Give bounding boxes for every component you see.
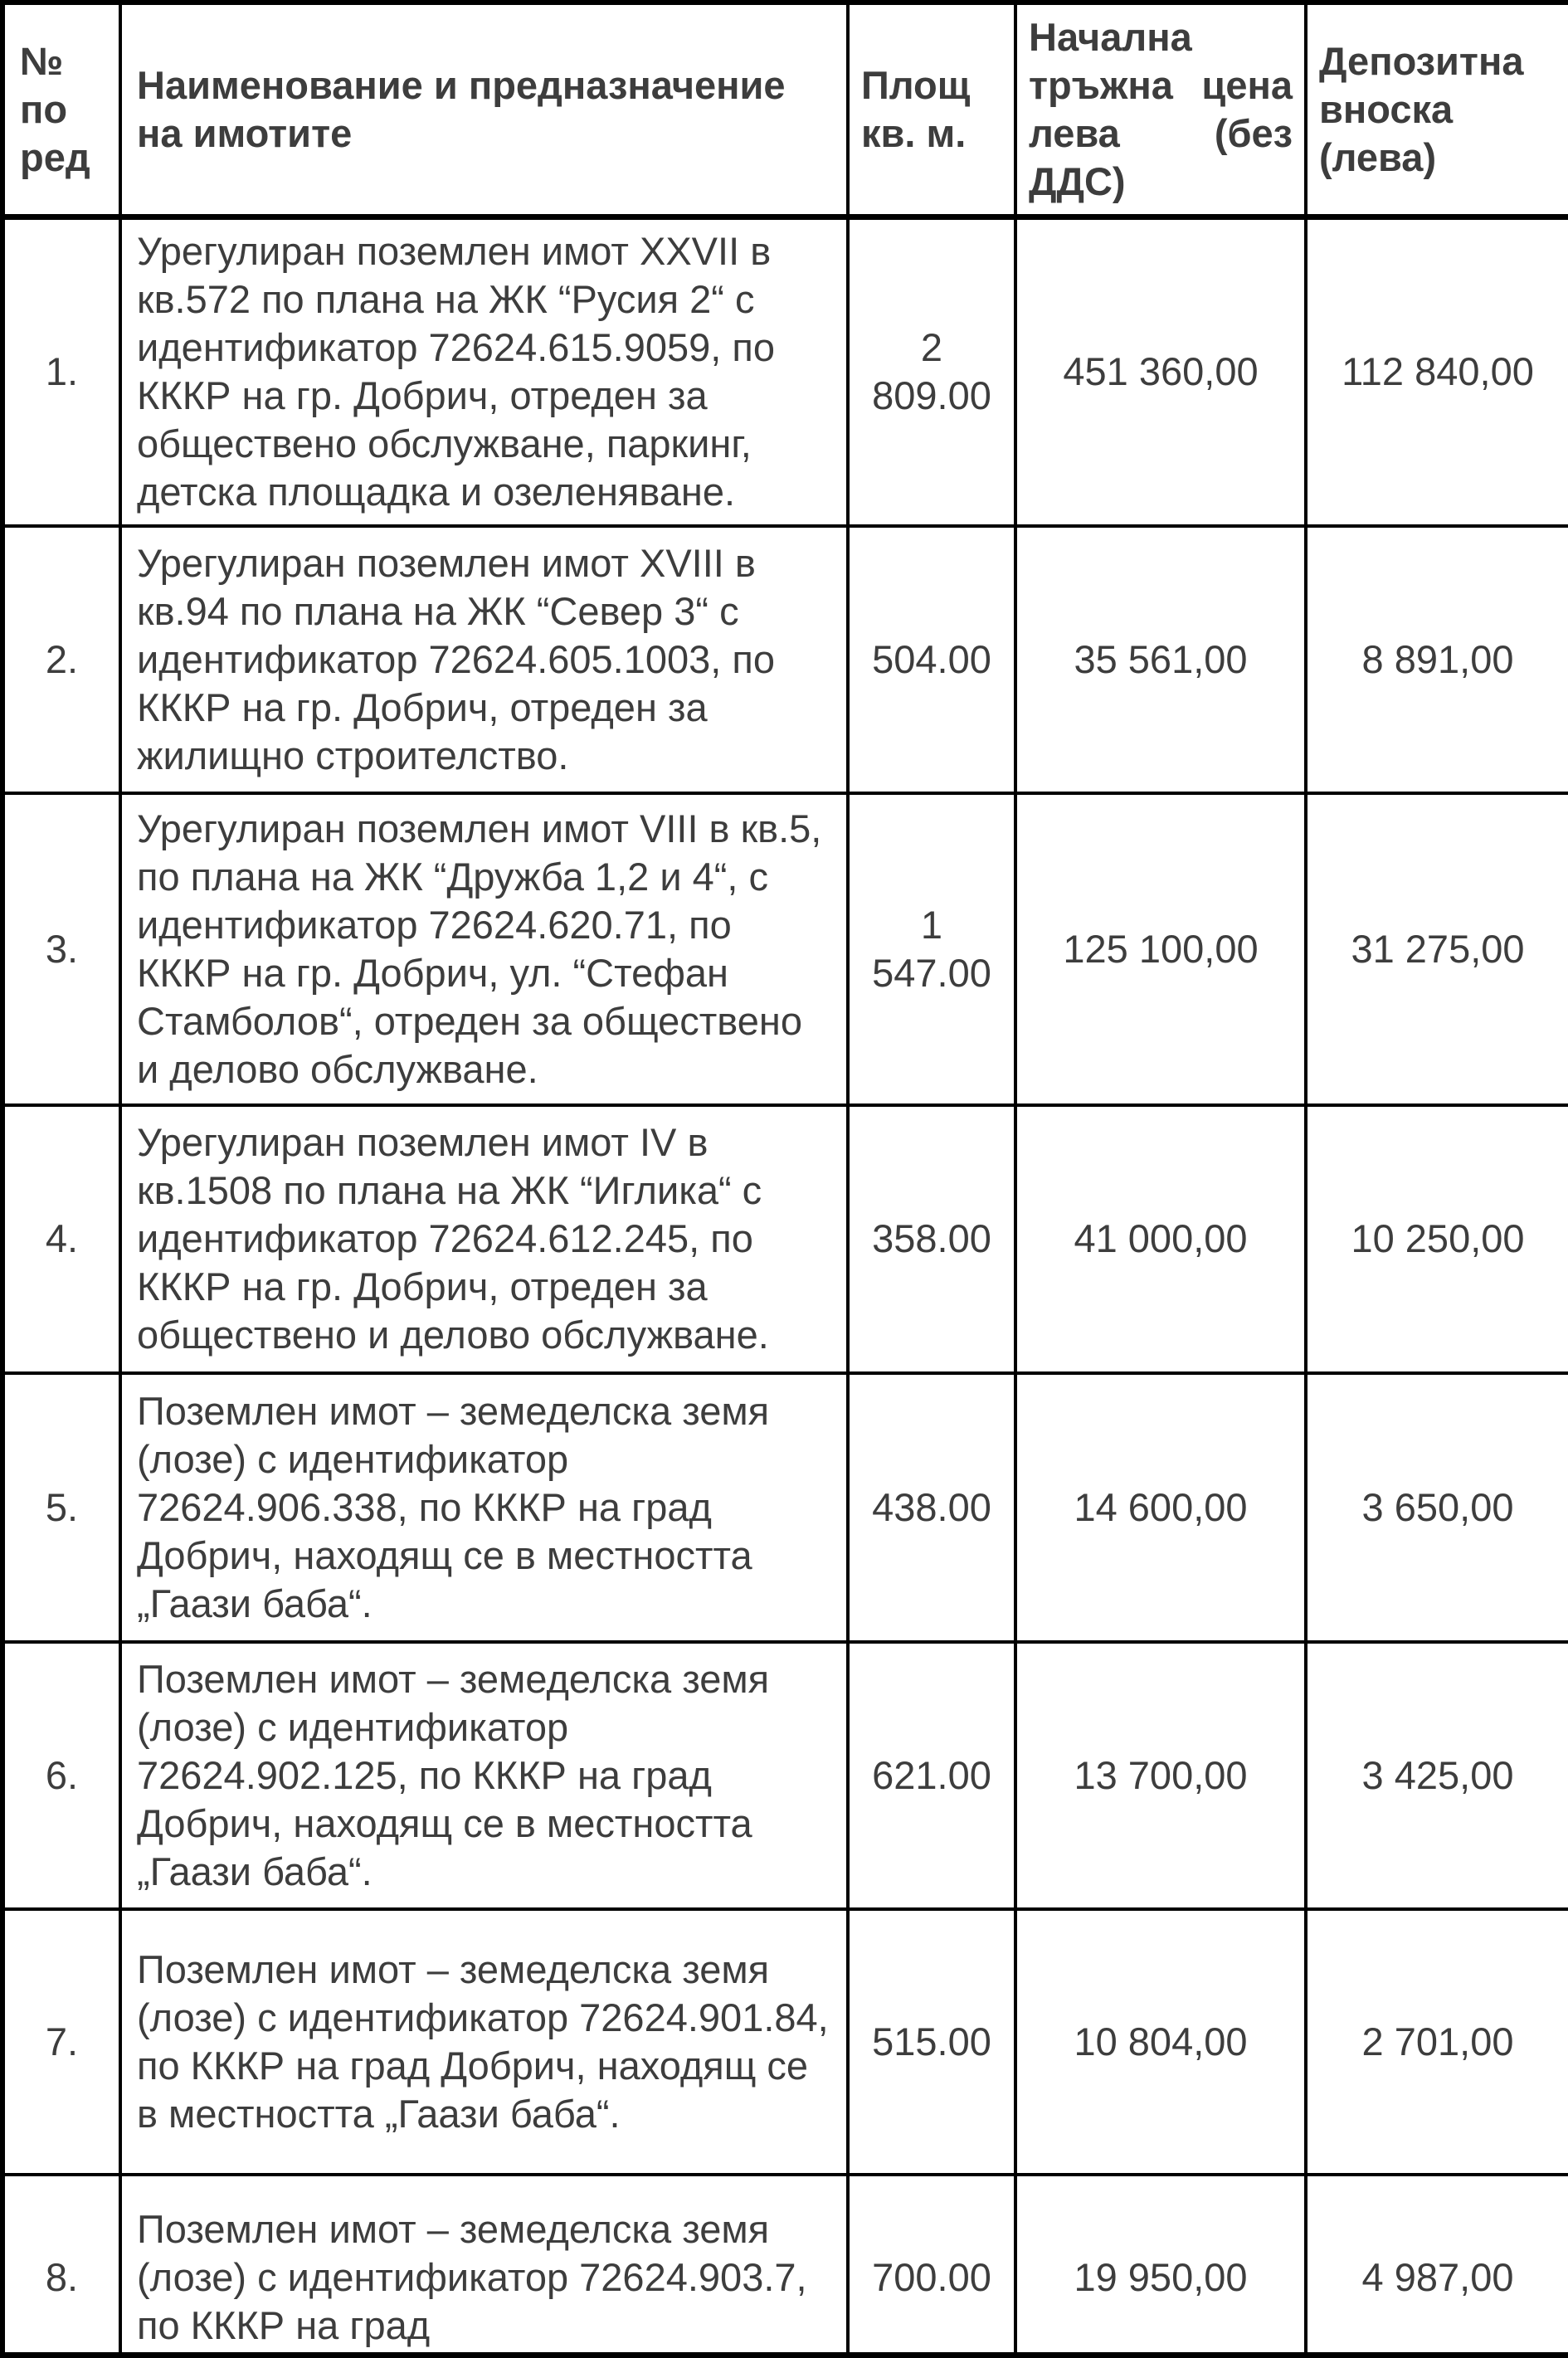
row-description: Урегулиран поземлен имот VIII в кв.5, по плана на ЖК “Дружба 1,2 и 4“, с идентификатор 72624.620.71, по КККР на гр. Добрич, ул. “Стефан Стамболов“, отреден за обществено и делово обслужване. bbox=[120, 793, 848, 1105]
col-header-deposit: Депозитна вноска (лева) bbox=[1306, 2, 1568, 217]
col-header-price: Начална тръжна цена лева (без ДДС) bbox=[1015, 2, 1306, 217]
table-row bbox=[2, 1105, 1568, 1373]
col-header-description: Наименование и предназначение на имотите bbox=[120, 2, 848, 217]
row-price: 41 000,00 bbox=[1015, 1105, 1306, 1373]
row-description: Поземлен имот – земеделска земя (лозе) с идентификатор 72624.901.84, по КККР на град Добрич, находящ се в местността „Гаази баба“. bbox=[120, 1909, 848, 2175]
row-deposit: 10 250,00 bbox=[1306, 1105, 1568, 1373]
row-number: 1. bbox=[2, 217, 120, 526]
row-number: 4. bbox=[2, 1105, 120, 1373]
row-price: 13 700,00 bbox=[1015, 1642, 1306, 1909]
table-row bbox=[2, 793, 1568, 1105]
row-area: 438.00 bbox=[848, 1373, 1015, 1642]
table-body bbox=[2, 217, 1568, 2358]
table-row bbox=[2, 526, 1568, 793]
table-row bbox=[2, 217, 1568, 526]
row-number: 6. bbox=[2, 1642, 120, 1909]
table-row bbox=[2, 1373, 1568, 1642]
row-description: Поземлен имот – земеделска земя (лозе) с идентификатор 72624.906.338, по КККР на град Добрич, находящ се в местността „Гаази баба“. bbox=[120, 1373, 848, 1642]
header-row bbox=[2, 2, 1568, 217]
row-deposit: 3 425,00 bbox=[1306, 1642, 1568, 1909]
row-number: 2. bbox=[2, 526, 120, 793]
row-area: 2 809.00 bbox=[848, 217, 1015, 526]
row-area: 1 547.00 bbox=[848, 793, 1015, 1105]
row-deposit: 31 275,00 bbox=[1306, 793, 1568, 1105]
row-description: Урегулиран поземлен имот XVIII в кв.94 по плана на ЖК “Север 3“ с идентификатор 72624.605.1003, по КККР на гр. Добрич, отреден за жилищно строителство. bbox=[120, 526, 848, 793]
row-price: 10 804,00 bbox=[1015, 1909, 1306, 2175]
row-price: 125 100,00 bbox=[1015, 793, 1306, 1105]
table-row bbox=[2, 2175, 1568, 2358]
row-number: 5. bbox=[2, 1373, 120, 1642]
row-number: 8. bbox=[2, 2175, 120, 2358]
row-price: 14 600,00 bbox=[1015, 1373, 1306, 1642]
row-deposit: 3 650,00 bbox=[1306, 1373, 1568, 1642]
row-price: 19 950,00 bbox=[1015, 2175, 1306, 2358]
row-deposit: 112 840,00 bbox=[1306, 217, 1568, 526]
row-number: 3. bbox=[2, 793, 120, 1105]
row-number: 7. bbox=[2, 1909, 120, 2175]
table-header bbox=[2, 2, 1568, 217]
table-row bbox=[2, 1642, 1568, 1909]
row-description: Урегулиран поземлен имот IV в кв.1508 по плана на ЖК “Иглика“ с идентификатор 72624.612.245, по КККР на гр. Добрич, отреден за обществено и делово обслужване. bbox=[120, 1105, 848, 1373]
table-row bbox=[2, 1909, 1568, 2175]
row-area: 358.00 bbox=[848, 1105, 1015, 1373]
row-deposit: 8 891,00 bbox=[1306, 526, 1568, 793]
row-area: 700.00 bbox=[848, 2175, 1015, 2358]
row-price: 35 561,00 bbox=[1015, 526, 1306, 793]
row-deposit: 2 701,00 bbox=[1306, 1909, 1568, 2175]
row-description: Урегулиран поземлен имот XXVII в кв.572 по плана на ЖК “Русия 2“ с идентификатор 72624.615.9059, по КККР на гр. Добрич, отреден за обществено обслужване, паркинг, детска площадка и озеленяване. bbox=[120, 217, 848, 526]
col-header-area: Площ кв. м. bbox=[848, 2, 1015, 217]
row-deposit: 4 987,00 bbox=[1306, 2175, 1568, 2358]
page-bottom-edge bbox=[0, 2352, 1568, 2358]
row-area: 621.00 bbox=[848, 1642, 1015, 1909]
row-area: 515.00 bbox=[848, 1909, 1015, 2175]
col-header-number: № по ред bbox=[2, 2, 120, 217]
row-description: Поземлен имот – земеделска земя (лозе) с идентификатор 72624.902.125, по КККР на град Добрич, находящ се в местността „Гаази баба“. bbox=[120, 1642, 848, 1909]
row-area: 504.00 bbox=[848, 526, 1015, 793]
row-description: Поземлен имот – земеделска земя (лозе) с идентификатор 72624.903.7, по КККР на град bbox=[120, 2175, 848, 2358]
row-price: 451 360,00 bbox=[1015, 217, 1306, 526]
